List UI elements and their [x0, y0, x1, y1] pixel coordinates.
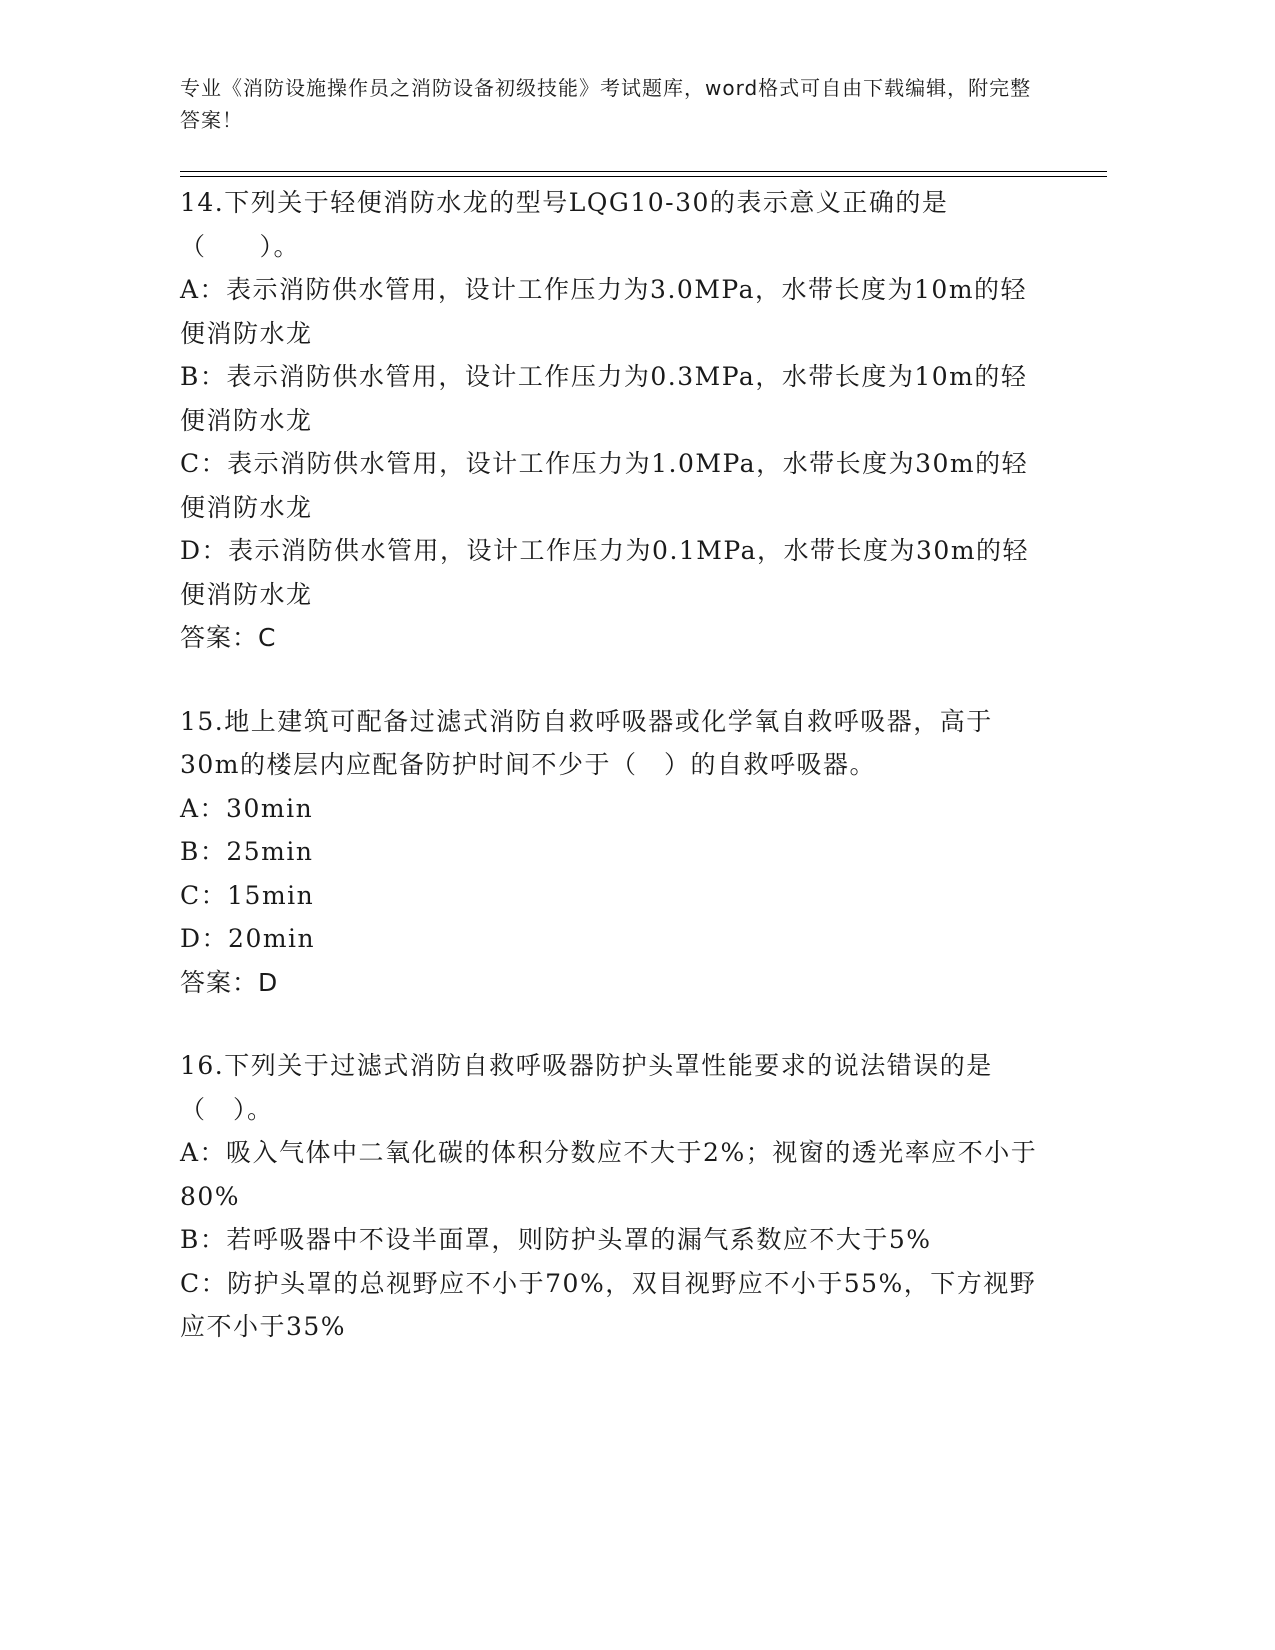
question-stem: 15.地上建筑可配备过滤式消防自救呼吸器或化学氧自救呼吸器，高于30m的楼层内应配备防护时间不少于（ ）的自救呼吸器。	[180, 706, 993, 779]
question-14	[180, 181, 1050, 660]
question-stem: 16.下列关于过滤式消防自救呼吸器防护头罩性能要求的说法错误的是（ ）。	[180, 1051, 993, 1124]
option-a: A：30min	[180, 793, 314, 823]
question-list	[180, 181, 1050, 1389]
option-b: B：若呼吸器中不设半面罩，则防护头罩的漏气系数应不大于5%	[180, 1225, 932, 1254]
question-stem: 14.下列关于轻便消防水龙的型号LQG10-30的表示意义正确的是（ ）。	[180, 188, 949, 261]
option-d: D：表示消防供水管用，设计工作压力为0.1MPa，水带长度为30m的轻便消防水龙	[180, 536, 1030, 609]
option-c: C：表示消防供水管用，设计工作压力为1.0MPa，水带长度为30m的轻便消防水龙	[180, 449, 1029, 522]
question-15	[180, 700, 1050, 1005]
question-16	[180, 1044, 1050, 1349]
option-c: C：15min	[180, 880, 315, 910]
header-rule-bottom	[180, 176, 1107, 177]
option-a: A：表示消防供水管用，设计工作压力为3.0MPa，水带长度为10m的轻便消防水龙	[180, 275, 1028, 348]
option-d: D：20min	[180, 924, 316, 953]
option-b: B：表示消防供水管用，设计工作压力为0.3MPa，水带长度为10m的轻便消防水龙	[180, 362, 1028, 435]
answer: 答案：D	[180, 967, 279, 997]
header-rule-top	[180, 171, 1107, 172]
option-b: B：25min	[180, 837, 314, 866]
answer: 答案：C	[180, 623, 277, 652]
option-c: C：防护头罩的总视野应不小于70%，双目视野应不小于55%，下方视野应不小于35%	[180, 1268, 1037, 1341]
option-a: A：吸入气体中二氧化碳的体积分数应不大于2%；视窗的透光率应不小于80%	[180, 1138, 1038, 1211]
document-header: 专业《消防设施操作员之消防设备初级技能》考试题库，word格式可自由下载编辑，附完整答案！	[180, 76, 1032, 132]
